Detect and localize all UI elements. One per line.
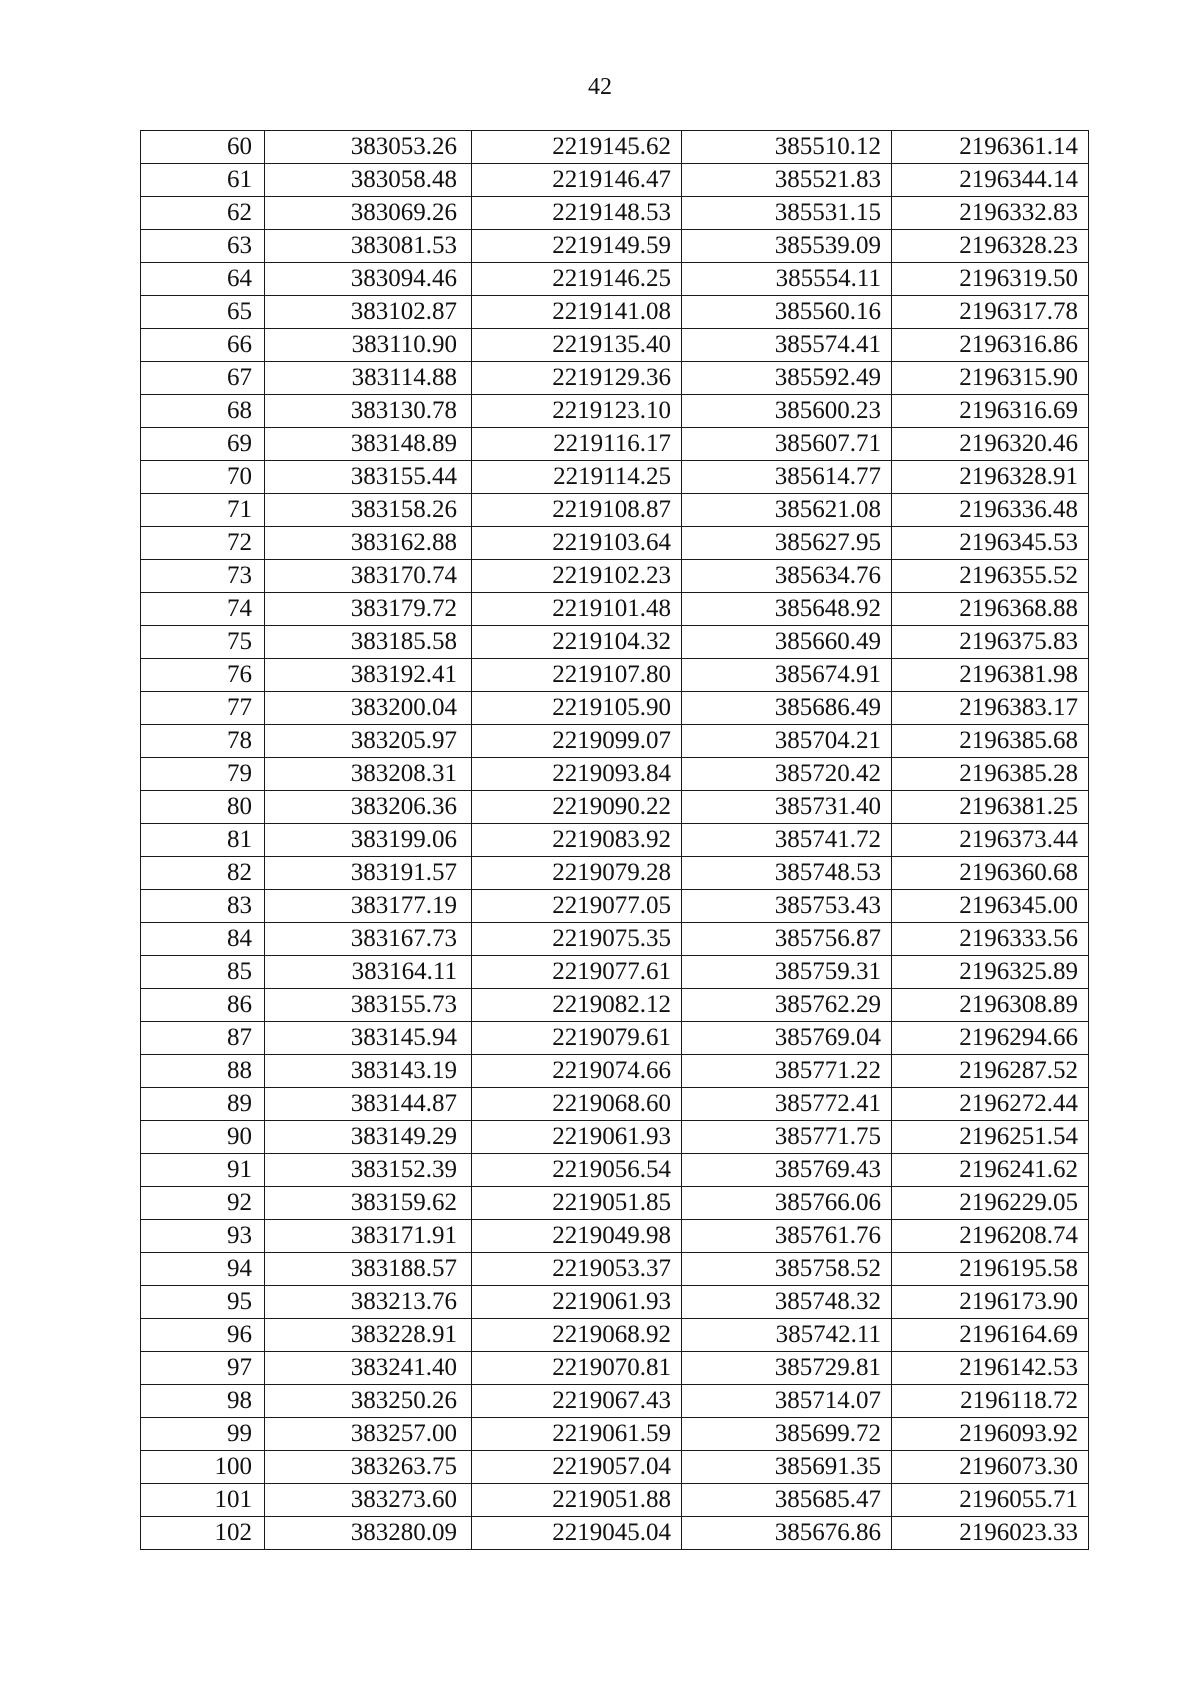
point-number-cell: 91 — [141, 1154, 265, 1187]
y2-cell: 2196195.58 — [892, 1253, 1089, 1286]
point-number-cell: 98 — [141, 1385, 265, 1418]
x1-cell: 383081.53 — [265, 230, 472, 263]
y2-cell: 2196241.62 — [892, 1154, 1089, 1187]
table-row — [141, 1055, 1089, 1088]
point-number-cell: 84 — [141, 923, 265, 956]
point-number-cell: 77 — [141, 692, 265, 725]
table-row — [141, 1022, 1089, 1055]
point-number-cell: 88 — [141, 1055, 265, 1088]
x2-cell: 385772.41 — [682, 1088, 892, 1121]
x2-cell: 385674.91 — [682, 659, 892, 692]
y1-cell: 2219061.59 — [472, 1418, 682, 1451]
x2-cell: 385648.92 — [682, 593, 892, 626]
table-row — [141, 362, 1089, 395]
table-row — [141, 461, 1089, 494]
y2-cell: 2196345.53 — [892, 527, 1089, 560]
y1-cell: 2219145.62 — [472, 131, 682, 164]
x2-cell: 385560.16 — [682, 296, 892, 329]
point-number-cell: 102 — [141, 1517, 265, 1550]
point-number-cell: 72 — [141, 527, 265, 560]
y1-cell: 2219074.66 — [472, 1055, 682, 1088]
table-row — [141, 857, 1089, 890]
y1-cell: 2219114.25 — [472, 461, 682, 494]
x1-cell: 383241.40 — [265, 1352, 472, 1385]
y2-cell: 2196173.90 — [892, 1286, 1089, 1319]
y2-cell: 2196345.00 — [892, 890, 1089, 923]
x2-cell: 385627.95 — [682, 527, 892, 560]
point-number-cell: 73 — [141, 560, 265, 593]
x2-cell: 385686.49 — [682, 692, 892, 725]
y2-cell: 2196344.14 — [892, 164, 1089, 197]
y1-cell: 2219061.93 — [472, 1121, 682, 1154]
point-number-cell: 96 — [141, 1319, 265, 1352]
table-row — [141, 1154, 1089, 1187]
point-number-cell: 75 — [141, 626, 265, 659]
x1-cell: 383171.91 — [265, 1220, 472, 1253]
x1-cell: 383155.44 — [265, 461, 472, 494]
x1-cell: 383158.26 — [265, 494, 472, 527]
table-row — [141, 1253, 1089, 1286]
y1-cell: 2219079.61 — [472, 1022, 682, 1055]
y2-cell: 2196383.17 — [892, 692, 1089, 725]
y1-cell: 2219123.10 — [472, 395, 682, 428]
page-number: 42 — [588, 74, 612, 100]
y1-cell: 2219104.32 — [472, 626, 682, 659]
x1-cell: 383273.60 — [265, 1484, 472, 1517]
point-number-cell: 81 — [141, 824, 265, 857]
x1-cell: 383177.19 — [265, 890, 472, 923]
point-number-cell: 71 — [141, 494, 265, 527]
x2-cell: 385704.21 — [682, 725, 892, 758]
point-number-cell: 95 — [141, 1286, 265, 1319]
y1-cell: 2219090.22 — [472, 791, 682, 824]
x2-cell: 385742.11 — [682, 1319, 892, 1352]
y1-cell: 2219077.61 — [472, 956, 682, 989]
x2-cell: 385741.72 — [682, 824, 892, 857]
x1-cell: 383148.89 — [265, 428, 472, 461]
y1-cell: 2219105.90 — [472, 692, 682, 725]
x1-cell: 383143.19 — [265, 1055, 472, 1088]
y1-cell: 2219068.60 — [472, 1088, 682, 1121]
y1-cell: 2219148.53 — [472, 197, 682, 230]
table-row — [141, 1088, 1089, 1121]
y2-cell: 2196073.30 — [892, 1451, 1089, 1484]
y2-cell: 2196333.56 — [892, 923, 1089, 956]
y2-cell: 2196229.05 — [892, 1187, 1089, 1220]
table-row — [141, 791, 1089, 824]
y2-cell: 2196316.69 — [892, 395, 1089, 428]
x1-cell: 383191.57 — [265, 857, 472, 890]
y1-cell: 2219107.80 — [472, 659, 682, 692]
x2-cell: 385714.07 — [682, 1385, 892, 1418]
x1-cell: 383159.62 — [265, 1187, 472, 1220]
x2-cell: 385574.41 — [682, 329, 892, 362]
y2-cell: 2196315.90 — [892, 362, 1089, 395]
y2-cell: 2196336.48 — [892, 494, 1089, 527]
x2-cell: 385720.42 — [682, 758, 892, 791]
x1-cell: 383228.91 — [265, 1319, 472, 1352]
x1-cell: 383213.76 — [265, 1286, 472, 1319]
y1-cell: 2219149.59 — [472, 230, 682, 263]
x1-cell: 383263.75 — [265, 1451, 472, 1484]
coordinates-table — [140, 130, 1089, 1550]
table-row — [141, 824, 1089, 857]
point-number-cell: 69 — [141, 428, 265, 461]
x1-cell: 383155.73 — [265, 989, 472, 1022]
y1-cell: 2219146.25 — [472, 263, 682, 296]
table-row — [141, 230, 1089, 263]
x1-cell: 383114.88 — [265, 362, 472, 395]
point-number-cell: 86 — [141, 989, 265, 1022]
x1-cell: 383179.72 — [265, 593, 472, 626]
point-number-cell: 62 — [141, 197, 265, 230]
x2-cell: 385554.11 — [682, 263, 892, 296]
x1-cell: 383149.29 — [265, 1121, 472, 1154]
table-row — [141, 428, 1089, 461]
table-row — [141, 296, 1089, 329]
x2-cell: 385756.87 — [682, 923, 892, 956]
y2-cell: 2196319.50 — [892, 263, 1089, 296]
x2-cell: 385771.75 — [682, 1121, 892, 1154]
table-row — [141, 1451, 1089, 1484]
point-number-cell: 87 — [141, 1022, 265, 1055]
y1-cell: 2219061.93 — [472, 1286, 682, 1319]
x2-cell: 385614.77 — [682, 461, 892, 494]
x2-cell: 385699.72 — [682, 1418, 892, 1451]
y2-cell: 2196294.66 — [892, 1022, 1089, 1055]
y1-cell: 2219103.64 — [472, 527, 682, 560]
x2-cell: 385531.15 — [682, 197, 892, 230]
x2-cell: 385769.04 — [682, 1022, 892, 1055]
x1-cell: 383053.26 — [265, 131, 472, 164]
table-row — [141, 197, 1089, 230]
y2-cell: 2196328.23 — [892, 230, 1089, 263]
y1-cell: 2219075.35 — [472, 923, 682, 956]
y2-cell: 2196381.98 — [892, 659, 1089, 692]
point-number-cell: 64 — [141, 263, 265, 296]
point-number-cell: 92 — [141, 1187, 265, 1220]
table-row — [141, 1286, 1089, 1319]
y2-cell: 2196385.28 — [892, 758, 1089, 791]
table-row — [141, 1418, 1089, 1451]
y1-cell: 2219067.43 — [472, 1385, 682, 1418]
point-number-cell: 94 — [141, 1253, 265, 1286]
x1-cell: 383250.26 — [265, 1385, 472, 1418]
y2-cell: 2196308.89 — [892, 989, 1089, 1022]
x1-cell: 383145.94 — [265, 1022, 472, 1055]
y1-cell: 2219056.54 — [472, 1154, 682, 1187]
y2-cell: 2196360.68 — [892, 857, 1089, 890]
y1-cell: 2219116.17 — [472, 428, 682, 461]
y2-cell: 2196164.69 — [892, 1319, 1089, 1352]
y2-cell: 2196251.54 — [892, 1121, 1089, 1154]
point-number-cell: 97 — [141, 1352, 265, 1385]
table-row — [141, 560, 1089, 593]
point-number-cell: 100 — [141, 1451, 265, 1484]
x2-cell: 385753.43 — [682, 890, 892, 923]
table-row — [141, 395, 1089, 428]
y2-cell: 2196316.86 — [892, 329, 1089, 362]
x1-cell: 383208.31 — [265, 758, 472, 791]
table-row — [141, 1121, 1089, 1154]
x2-cell: 385748.32 — [682, 1286, 892, 1319]
y2-cell: 2196272.44 — [892, 1088, 1089, 1121]
point-number-cell: 93 — [141, 1220, 265, 1253]
point-number-cell: 78 — [141, 725, 265, 758]
point-number-cell: 99 — [141, 1418, 265, 1451]
point-number-cell: 79 — [141, 758, 265, 791]
y1-cell: 2219082.12 — [472, 989, 682, 1022]
table-row — [141, 890, 1089, 923]
y2-cell: 2196368.88 — [892, 593, 1089, 626]
x1-cell: 383069.26 — [265, 197, 472, 230]
x1-cell: 383162.88 — [265, 527, 472, 560]
y1-cell: 2219083.92 — [472, 824, 682, 857]
y2-cell: 2196055.71 — [892, 1484, 1089, 1517]
y1-cell: 2219101.48 — [472, 593, 682, 626]
x2-cell: 385769.43 — [682, 1154, 892, 1187]
x1-cell: 383200.04 — [265, 692, 472, 725]
x1-cell: 383257.00 — [265, 1418, 472, 1451]
x1-cell: 383102.87 — [265, 296, 472, 329]
point-number-cell: 60 — [141, 131, 265, 164]
point-number-cell: 82 — [141, 857, 265, 890]
y1-cell: 2219053.37 — [472, 1253, 682, 1286]
point-number-cell: 83 — [141, 890, 265, 923]
x2-cell: 385634.76 — [682, 560, 892, 593]
y2-cell: 2196287.52 — [892, 1055, 1089, 1088]
y2-cell: 2196328.91 — [892, 461, 1089, 494]
table-row — [141, 329, 1089, 362]
x2-cell: 385600.23 — [682, 395, 892, 428]
x2-cell: 385762.29 — [682, 989, 892, 1022]
y2-cell: 2196142.53 — [892, 1352, 1089, 1385]
y2-cell: 2196325.89 — [892, 956, 1089, 989]
table-row — [141, 131, 1089, 164]
y2-cell: 2196208.74 — [892, 1220, 1089, 1253]
table-row — [141, 1385, 1089, 1418]
y2-cell: 2196361.14 — [892, 131, 1089, 164]
table-row — [141, 1352, 1089, 1385]
x2-cell: 385731.40 — [682, 791, 892, 824]
y1-cell: 2219045.04 — [472, 1517, 682, 1550]
point-number-cell: 67 — [141, 362, 265, 395]
point-number-cell: 61 — [141, 164, 265, 197]
table-row — [141, 626, 1089, 659]
point-number-cell: 65 — [141, 296, 265, 329]
x2-cell: 385748.53 — [682, 857, 892, 890]
table-row — [141, 527, 1089, 560]
table-row — [141, 164, 1089, 197]
x2-cell: 385592.49 — [682, 362, 892, 395]
table-row — [141, 1220, 1089, 1253]
y1-cell: 2219051.88 — [472, 1484, 682, 1517]
y2-cell: 2196355.52 — [892, 560, 1089, 593]
x1-cell: 383152.39 — [265, 1154, 472, 1187]
y2-cell: 2196385.68 — [892, 725, 1089, 758]
y1-cell: 2219079.28 — [472, 857, 682, 890]
y1-cell: 2219093.84 — [472, 758, 682, 791]
point-number-cell: 101 — [141, 1484, 265, 1517]
x2-cell: 385759.31 — [682, 956, 892, 989]
x1-cell: 383144.87 — [265, 1088, 472, 1121]
x1-cell: 383058.48 — [265, 164, 472, 197]
table-row — [141, 1319, 1089, 1352]
x2-cell: 385771.22 — [682, 1055, 892, 1088]
x2-cell: 385761.76 — [682, 1220, 892, 1253]
point-number-cell: 76 — [141, 659, 265, 692]
x2-cell: 385607.71 — [682, 428, 892, 461]
y1-cell: 2219141.08 — [472, 296, 682, 329]
point-number-cell: 68 — [141, 395, 265, 428]
table-row — [141, 1187, 1089, 1220]
y2-cell: 2196375.83 — [892, 626, 1089, 659]
table-row — [141, 593, 1089, 626]
y1-cell: 2219051.85 — [472, 1187, 682, 1220]
table-row — [141, 692, 1089, 725]
x1-cell: 383130.78 — [265, 395, 472, 428]
point-number-cell: 63 — [141, 230, 265, 263]
y2-cell: 2196332.83 — [892, 197, 1089, 230]
y2-cell: 2196118.72 — [892, 1385, 1089, 1418]
y1-cell: 2219099.07 — [472, 725, 682, 758]
x1-cell: 383192.41 — [265, 659, 472, 692]
x2-cell: 385758.52 — [682, 1253, 892, 1286]
coordinates-table-body — [141, 131, 1089, 1550]
y1-cell: 2219146.47 — [472, 164, 682, 197]
point-number-cell: 70 — [141, 461, 265, 494]
x2-cell: 385621.08 — [682, 494, 892, 527]
y1-cell: 2219135.40 — [472, 329, 682, 362]
x2-cell: 385660.49 — [682, 626, 892, 659]
x2-cell: 385729.81 — [682, 1352, 892, 1385]
table-row — [141, 659, 1089, 692]
x2-cell: 385510.12 — [682, 131, 892, 164]
x1-cell: 383167.73 — [265, 923, 472, 956]
point-number-cell: 74 — [141, 593, 265, 626]
point-number-cell: 85 — [141, 956, 265, 989]
x2-cell: 385685.47 — [682, 1484, 892, 1517]
x1-cell: 383170.74 — [265, 560, 472, 593]
y2-cell: 2196093.92 — [892, 1418, 1089, 1451]
table-row — [141, 263, 1089, 296]
x1-cell: 383205.97 — [265, 725, 472, 758]
table-row — [141, 758, 1089, 791]
x1-cell: 383164.11 — [265, 956, 472, 989]
x2-cell: 385539.09 — [682, 230, 892, 263]
x1-cell: 383185.58 — [265, 626, 472, 659]
y1-cell: 2219057.04 — [472, 1451, 682, 1484]
y1-cell: 2219108.87 — [472, 494, 682, 527]
table-row — [141, 494, 1089, 527]
y2-cell: 2196023.33 — [892, 1517, 1089, 1550]
x2-cell: 385766.06 — [682, 1187, 892, 1220]
x1-cell: 383110.90 — [265, 329, 472, 362]
x1-cell: 383199.06 — [265, 824, 472, 857]
y1-cell: 2219068.92 — [472, 1319, 682, 1352]
point-number-cell: 66 — [141, 329, 265, 362]
y2-cell: 2196317.78 — [892, 296, 1089, 329]
x1-cell: 383206.36 — [265, 791, 472, 824]
y2-cell: 2196320.46 — [892, 428, 1089, 461]
x2-cell: 385691.35 — [682, 1451, 892, 1484]
y1-cell: 2219070.81 — [472, 1352, 682, 1385]
y1-cell: 2219077.05 — [472, 890, 682, 923]
table-row — [141, 1484, 1089, 1517]
x1-cell: 383188.57 — [265, 1253, 472, 1286]
x1-cell: 383094.46 — [265, 263, 472, 296]
table-row — [141, 956, 1089, 989]
y1-cell: 2219129.36 — [472, 362, 682, 395]
y2-cell: 2196381.25 — [892, 791, 1089, 824]
point-number-cell: 80 — [141, 791, 265, 824]
table-row — [141, 989, 1089, 1022]
table-row — [141, 725, 1089, 758]
table-row — [141, 1517, 1089, 1550]
table-row — [141, 923, 1089, 956]
y1-cell: 2219049.98 — [472, 1220, 682, 1253]
x1-cell: 383280.09 — [265, 1517, 472, 1550]
x2-cell: 385521.83 — [682, 164, 892, 197]
point-number-cell: 89 — [141, 1088, 265, 1121]
point-number-cell: 90 — [141, 1121, 265, 1154]
y1-cell: 2219102.23 — [472, 560, 682, 593]
x2-cell: 385676.86 — [682, 1517, 892, 1550]
y2-cell: 2196373.44 — [892, 824, 1089, 857]
